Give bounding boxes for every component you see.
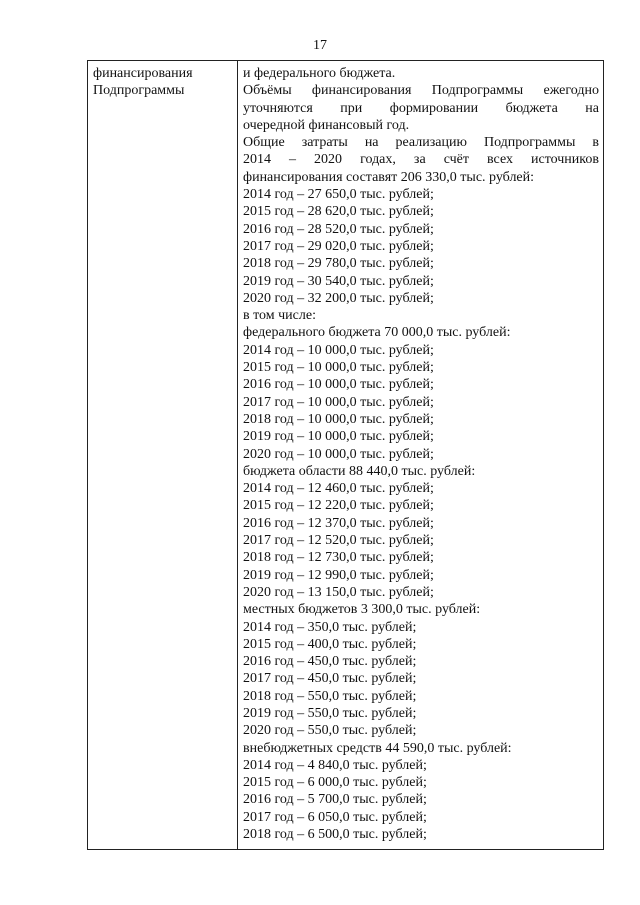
right-cell-line: 2015 год – 400,0 тыс. рублей; (243, 636, 417, 652)
right-cell-line: 2017 год – 6 050,0 тыс. рублей; (243, 809, 427, 825)
page-number: 17 (313, 38, 327, 53)
right-cell-line: 2016 год – 10 000,0 тыс. рублей; (243, 377, 434, 393)
right-cell-line: 2016 год – 450,0 тыс. рублей; (243, 654, 417, 670)
right-cell-line: 2017 год – 12 520,0 тыс. рублей; (243, 533, 434, 549)
right-cell-line: 2014 – 2020 годах, за счёт всех источников (243, 152, 599, 168)
right-cell-line: бюджета области 88 440,0 тыс. рублей: (243, 463, 476, 479)
right-cell-line: местных бюджетов 3 300,0 тыс. рублей: (243, 602, 481, 618)
right-cell-line: 2019 год – 30 540,0 тыс. рублей; (243, 273, 434, 289)
right-cell-line: в том числе: (243, 308, 316, 324)
right-cell-line: 2016 год – 12 370,0 тыс. рублей; (243, 515, 434, 531)
right-cell-line: очередной финансовый год. (243, 117, 410, 133)
right-cell-line: 2020 год – 13 150,0 тыс. рублей; (243, 584, 434, 600)
column-divider (237, 61, 238, 849)
right-cell-line: 2020 год – 10 000,0 тыс. рублей; (243, 446, 434, 462)
financing-table (87, 60, 604, 850)
right-cell-line: 2018 год – 12 730,0 тыс. рублей; (243, 550, 434, 566)
right-cell-line: 2015 год – 10 000,0 тыс. рублей; (243, 360, 434, 376)
right-cell-line: Общие затраты на реализацию Подпрограммы в (243, 135, 599, 151)
right-cell-line: 2018 год – 6 500,0 тыс. рублей; (243, 827, 427, 843)
right-cell-line: федерального бюджета 70 000,0 тыс. рублей: (243, 325, 511, 341)
right-cell-line: 2014 год – 4 840,0 тыс. рублей; (243, 757, 427, 773)
right-cell-line: Объёмы финансирования Подпрограммы ежегодно (243, 83, 599, 99)
right-cell-line: 2020 год – 32 200,0 тыс. рублей; (243, 290, 434, 306)
right-cell-line: 2017 год – 10 000,0 тыс. рублей; (243, 394, 434, 410)
right-cell (243, 65, 599, 843)
right-cell-line: 2017 год – 450,0 тыс. рублей; (243, 671, 417, 687)
right-cell-line: 2016 год – 5 700,0 тыс. рублей; (243, 792, 427, 808)
right-cell-line: 2019 год – 12 990,0 тыс. рублей; (243, 567, 434, 583)
right-cell-line: 2020 год – 550,0 тыс. рублей; (243, 723, 417, 739)
right-cell-line: 2014 год – 12 460,0 тыс. рублей; (243, 481, 434, 497)
right-cell-line: 2014 год – 350,0 тыс. рублей; (243, 619, 417, 635)
right-cell-line: 2018 год – 10 000,0 тыс. рублей; (243, 411, 434, 427)
right-cell-line: 2017 год – 29 020,0 тыс. рублей; (243, 238, 434, 254)
right-cell-line: 2018 год – 550,0 тыс. рублей; (243, 688, 417, 704)
right-cell-line: 2015 год – 28 620,0 тыс. рублей; (243, 204, 434, 220)
right-cell-line: внебюджетных средств 44 590,0 тыс. рублей: (243, 740, 512, 756)
right-cell-line: 2014 год – 27 650,0 тыс. рублей; (243, 187, 434, 203)
left-cell-line: финансирования (93, 66, 193, 81)
right-cell-line: и федерального бюджета. (243, 66, 396, 81)
right-cell-line: 2019 год – 10 000,0 тыс. рублей; (243, 429, 434, 445)
right-cell-line: 2018 год – 29 780,0 тыс. рублей; (243, 256, 434, 272)
right-cell-line: 2019 год – 550,0 тыс. рублей; (243, 705, 417, 721)
right-cell-line: финансирования составят 206 330,0 тыс. рублей: (243, 169, 535, 185)
right-cell-line: 2015 год – 12 220,0 тыс. рублей; (243, 498, 434, 514)
right-cell-line: 2014 год – 10 000,0 тыс. рублей; (243, 342, 434, 358)
right-cell-line: 2016 год – 28 520,0 тыс. рублей; (243, 221, 434, 237)
right-cell-line: уточняются при формировании бюджета на (243, 100, 599, 116)
right-cell-line: 2015 год – 6 000,0 тыс. рублей; (243, 775, 427, 791)
left-cell-line: Подпрограммы (93, 83, 185, 98)
left-cell (93, 65, 233, 99)
